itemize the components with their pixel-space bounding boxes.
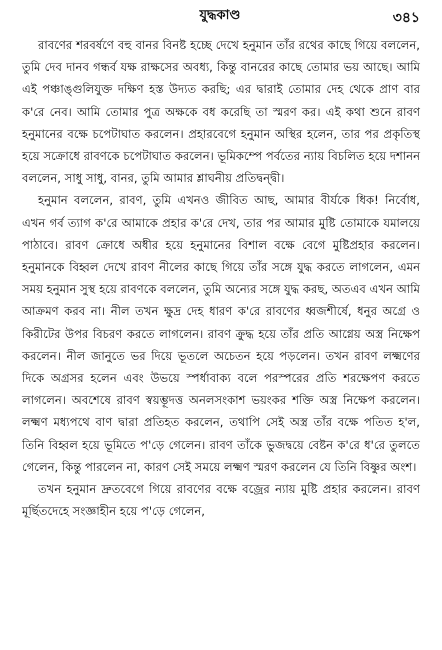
paragraph-2: হনুমান বললেন, রাবণ, তুমি এখনও জীবিত আছ, আমার বীর্যকে ধিক! নির্বোধ, এখন গর্ব ত্যাগ ক'রে আমাকে প্রহার ক'রে দেখ, তার পর আমার মুষ্টি তোমাকে যমালয়ে পাঠাবে। রাবণ ক্রোধে অধীর হয়ে হনুমানের বিশাল বক্ষে বেগে মুষ্টিপ্রহার করলেন। হনুমানকে বিহ্বল দেখে রাবণ নীলের কাছে গিয়ে তাঁর সঙ্গে যুদ্ধ করতে লাগলেন, এমন সময় হনুমান সুস্থ হয়ে রাবণকে বললেন, তুমি অন্যের সঙ্গে যুদ্ধ করছ, অতএব এখন আমি আক্রমণ করব না। নীল তখন ক্ষুদ্র দেহ ধারণ ক'রে রাবণের ধ্বজশীর্ষে, ধনুর অগ্রে ও কিরীটের উপর বিচরণ করতে লাগলেন। রাবণ ক্রুদ্ধ হয়ে তাঁর প্রতি আগ্নেয় অস্ত্র নিক্ষেপ করলেন। নীল জানুতে ভর দিয়ে ভূতলে অচেতন হয়ে পড়লেন। তখন রাবণ লক্ষ্মণের দিকে অগ্রসর হলেন এবং উভয়ে স্পর্ধাবাক্য বলে পরস্পরের প্রতি শরক্ষেপণ করতে লাগলেন। অবশেষে রাবণ স্বয়ম্ভূদত্ত অনলসংকাশ ভয়ংকর শক্তি অস্ত্র নিক্ষেপ করলেন। লক্ষ্মণ মধ্যপথে বাণ দ্বারা প্রতিহত করলেন, তথাপি সেই অস্ত্র তাঁর বক্ষে পতিত হ'ল, তিনি বিহ্বল হয়ে ভূমিতে প'ড়ে গেলেন। রাবণ তাঁকে ভুজদ্বয়ে বেষ্টন ক'রে ধ'রে তুলতে গেলেন, কিন্তু পারলেন না, কারণ সেই সময়ে লক্ষ্মণ স্মরণ করলেন যে তিনি বিষ্ণুর অংশ। — [22, 193, 420, 474]
page-header — [20, 6, 420, 28]
paragraph-1: রাবণের শরবর্ষণে বহু বানর বিনষ্ট হচ্ছে দেখে হনুমান তাঁর রথের কাছে গিয়ে বললেন, তুমি দেব দানব গন্ধর্ব যক্ষ রাক্ষসের অবধ্য, কিন্তু বানরের কাছে তোমার ভয় আছে। আমি এই পঞ্চাঙ্গুলিযুক্ত দক্ষিণ হস্ত উদ্যত করছি; এর দ্বারাই তোমার দেহ থেকে প্রাণ বার ক'রে নেব। আমি তোমার পুত্র অক্ষকে বধ করেছি তা স্মরণ কর। এই কথা শুনে রাবণ হনুমানের বক্ষে চপেটাঘাত করলেন। প্রহারবেগে হনুমান অস্থির হলেন, তার পর প্রকৃতিস্থ হয়ে সক্রোধে রাবণকে চপেটাঘাত করলেন। ভূমিকম্পে পর্বতের ন্যায় বিচলিত হয়ে দশানন বললেন, সাধু সাধু, বানর, তুমি আমার শ্লাঘনীয় প্রতিদ্বন্দ্বী। — [22, 38, 420, 186]
page-number: ৩৪১ — [392, 10, 420, 26]
running-title: যুদ্ধকাণ্ড — [199, 8, 241, 23]
paragraph-3: তখন হনুমান দ্রুতবেগে গিয়ে রাবণের বক্ষে বজ্রের ন্যায় মুষ্টি প্রহার করলেন। রাবণ মূর্ছিতদেহে সংজ্ঞাহীন হয়ে প'ড়ে গেলেন, — [22, 482, 420, 519]
body-text — [22, 34, 420, 522]
